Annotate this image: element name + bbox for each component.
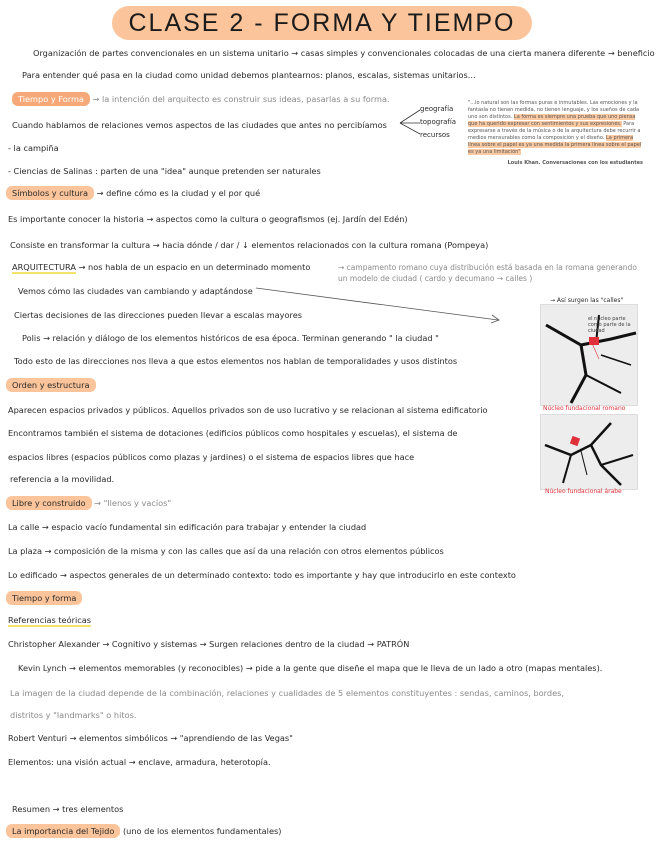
arab-map-caption: Núcleo fundacional árabe: [545, 488, 622, 495]
relaciones-text: Cuando hablamos de relaciones vemos aspectos de las ciudades que antes no percibíamos: [12, 120, 387, 130]
branch-recursos: recursos: [420, 131, 450, 139]
roman-map-note: el núcleo parte como parte de la ciudad: [588, 316, 631, 334]
tiempo-forma-label: Tiempo y Forma: [12, 92, 90, 106]
libre-label: Libre y construido: [6, 496, 92, 510]
ref-vision-actual: Elementos: una visión actual → enclave, armadura, heterotopía.: [8, 757, 271, 767]
simbolos-text: → define cómo es la ciudad y el por qué: [96, 188, 261, 198]
ref-lynch-hitos: distritos y "landmarks" o hitos.: [10, 710, 137, 720]
libre-line-calle: La calle → espacio vacío fundamental sin edificación para trabajar y entender la ciudad: [8, 522, 367, 532]
tiempo-forma2-label: Tiempo y forma: [6, 591, 82, 605]
orden-line-4: referencia a la movilidad.: [10, 474, 115, 484]
map-arab-nucleus: [540, 414, 638, 490]
line-temporalidades: Todo esto de las direcciones nos lleva a que estos elementos nos hablan de temporalidades y usos distintos: [14, 356, 458, 366]
referencias-label: Referencias teóricas: [8, 615, 92, 625]
maps-top-note: → Así surgen las "calles": [550, 297, 624, 304]
intro-line-1: Organización de partes convencionales en un sistema unitario → casas simples y convencionales colocadas de una cierta manera diferente → beneficio: [33, 48, 655, 58]
line-historia: Es importante conocer la historia → aspectos como la cultura o geografismos (ej. Jardín del Edén): [8, 214, 408, 224]
libre-line-plaza: La plaza → composición de la misma y con las calles que así da una relación con otros elementos públicos: [8, 546, 444, 556]
simbolos-label: Símbolos y cultura: [6, 186, 94, 200]
tejido-label: La importancia del Tejido: [6, 824, 120, 838]
ref-lynch-imagen: La imagen de la ciudad depende de la combinación, relaciones y cualidades de 5 elementos constituyentes : sendas, caminos, bordes,: [10, 688, 565, 698]
line-polis: Polis → relación y diálogo de los elementos históricos de esa época. Terminan generando " la ciudad ": [22, 333, 439, 343]
line-decisiones: Ciertas decisiones de las direcciones pueden llevar a escalas mayores: [14, 310, 303, 320]
orden-label: Orden y estructura: [6, 378, 96, 392]
arquitectura-label: ARQUITECTURA: [12, 262, 76, 272]
arab-map-drawing: [541, 415, 637, 489]
louis-khan-quote: "...lo natural son las formas puras e inmutables. Las emociones y la fantasía no tienen medida, no tienen lenguaje, y los sueños de cada uno son distintos. La forma es siempre una prueba que uno piensa que ha querido expresar con sentimientos y sus expresiones. Para expresarse a través de la música o de la arquitectura debe recurrir a medios mensurables como la composición y el diseño. La primera línea sobre el papel es ya una medida la primera línea sobre el papel es ya una limitación" Louis Khan. Conversaciones con los estudiantes: [468, 100, 643, 166]
line-ciudades-cambiando: Vemos cómo las ciudades van cambiando y adaptándose: [18, 286, 253, 296]
ref-alexander: Christopher Alexander → Cognitivo y sistemas → Surgen relaciones dentro de la ciudad → PATRÓN: [8, 639, 410, 649]
roman-map-caption: Núcleo fundacional romano: [543, 405, 626, 412]
tejido-text: (uno de los elementos fundamentales): [122, 826, 282, 836]
note-salinas: - Ciencias de Salinas : parten de una "idea" aunque pretenden ser naturales: [8, 166, 321, 176]
resumen-line: Resumen → tres elementos: [12, 804, 124, 814]
page-title: CLASE 2 - FORMA Y TIEMPO: [128, 9, 516, 37]
orden-line-1: Aparecen espacios privados y públicos. Aquellos privados son de uso lucrativo y se relacionan al sistema edificatorio: [8, 405, 488, 415]
intro-line-2: Para entender qué pasa en la ciudad como unidad debemos plantearnos: planos, escalas, sistemas unitarios...: [22, 70, 476, 80]
branch-geografia: geografía: [420, 105, 454, 113]
arquitectura-text: → nos habla de un espacio en un determinado momento: [78, 262, 311, 272]
quote-author: Louis Khan. Conversaciones con los estudiantes: [507, 160, 643, 166]
orden-line-2: Encontramos también el sistema de dotaciones (edificios públicos como hospitales y escuelas), el sistema de: [8, 428, 458, 438]
note-campina: - la campiña: [8, 143, 59, 153]
arquitectura-aside: → campamento romano cuya distribución está basada en la romana generando un modelo de ciudad ( cardo y decumano → calles ): [338, 263, 637, 283]
line-transformar: Consiste en transformar la cultura → hacia dónde / dar / ↓ elementos relacionados con la cultura romana (Pompeya): [10, 240, 489, 250]
libre-aside: → "llenos y vacíos": [94, 498, 172, 508]
branch-topografia: topografía: [420, 118, 457, 126]
tiempo-forma-text: → la intención del arquitecto es construir sus ideas, pasarlas a su forma.: [92, 94, 390, 104]
libre-line-edificado: Lo edificado → aspectos generales de un determinado contexto: todo es importante y hay que introducirlo en este contexto: [8, 570, 516, 580]
ref-venturi: Robert Venturi → elementos simbólicos → "aprendiendo de las Vegas": [8, 733, 293, 743]
orden-line-3: espacios libres (espacios públicos como plazas y jardines) o el sistema de espacios libres que hace: [8, 452, 415, 462]
ref-lynch: Kevin Lynch → elementos memorables (y reconocibles) → pide a la gente que diseñe el mapa que le lleva de un lado a otro (mapas mentales).: [18, 663, 603, 673]
